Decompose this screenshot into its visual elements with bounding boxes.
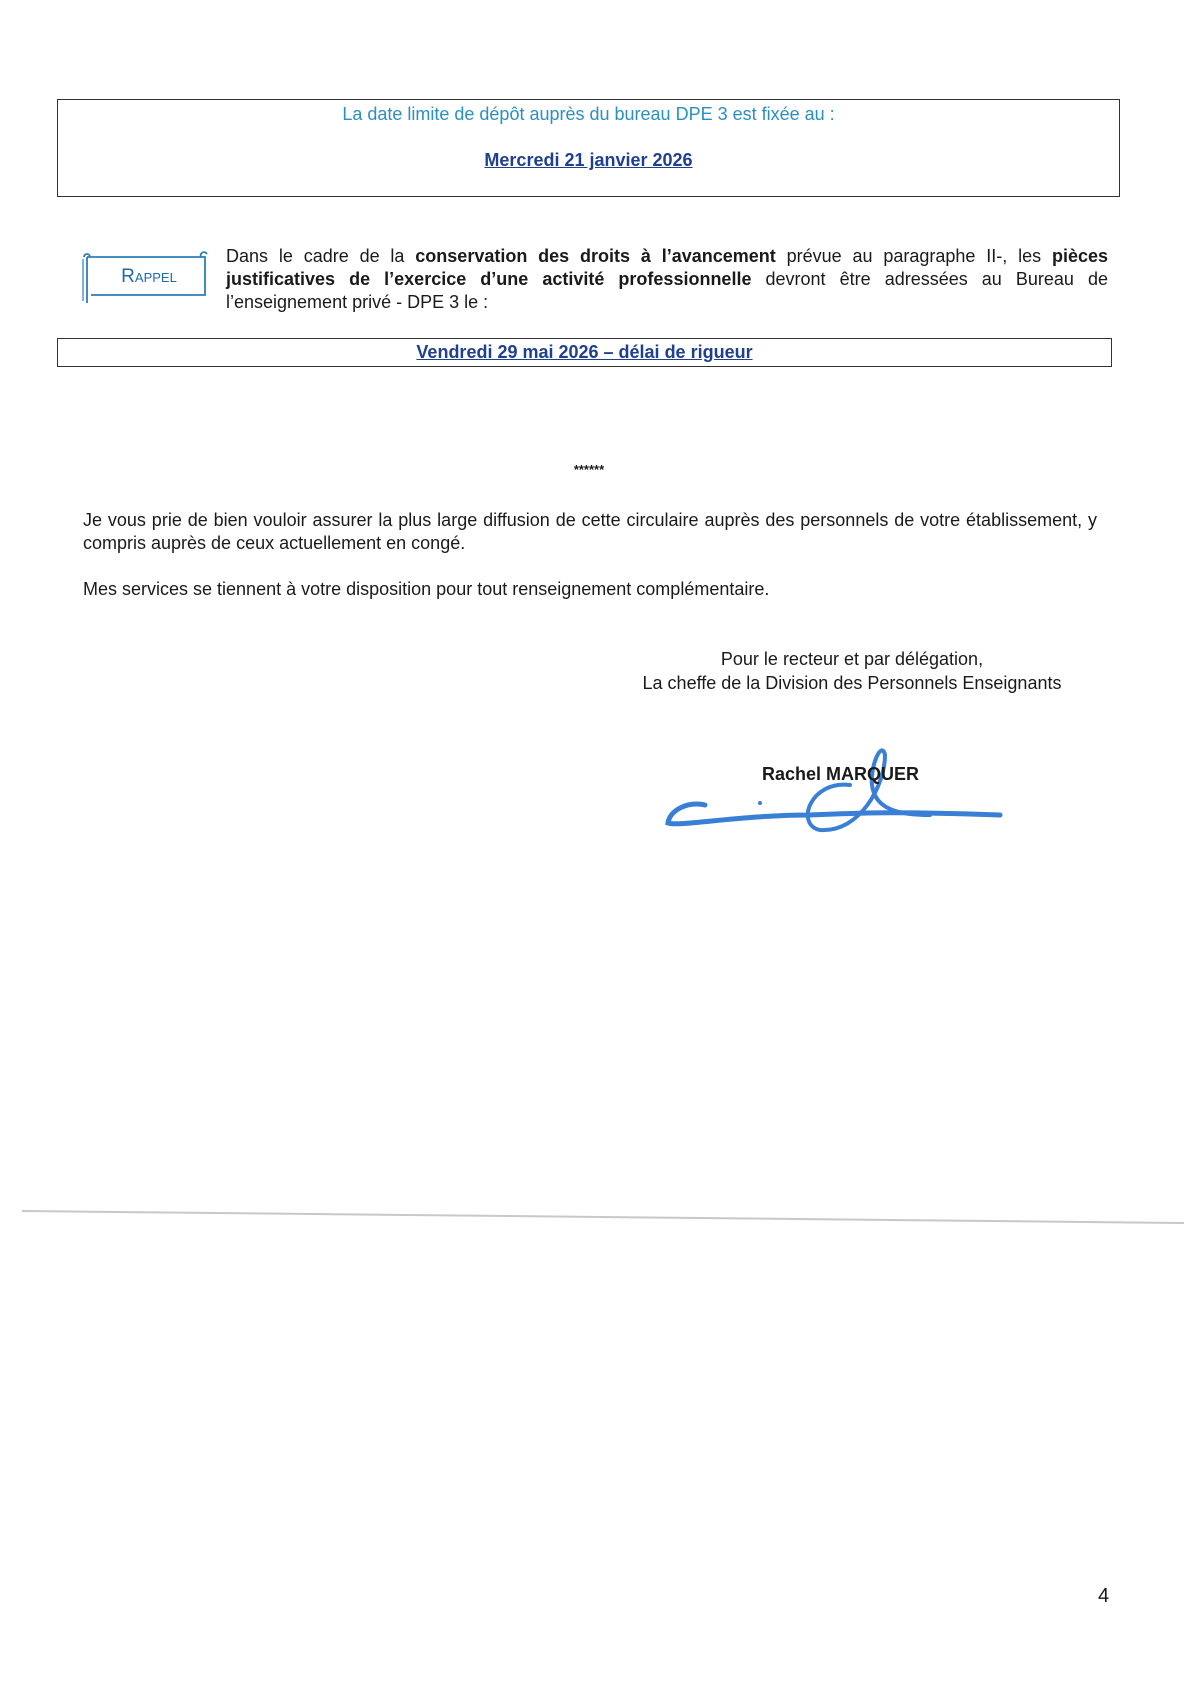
- signatory-name: Rachel MARQUER: [762, 764, 920, 784]
- divider-line: [22, 1205, 1187, 1229]
- deadline-box: [57, 99, 1120, 197]
- text: prévue au paragraphe II-, les: [775, 246, 1052, 266]
- signature-line-1: Pour le recteur et par délégation,: [720, 649, 984, 669]
- text: devront être adressées au Bureau de l’enseignement privé - DPE 3 le :: [226, 269, 1108, 312]
- bold-text: pièces justificatives de l’exercice d’une activité professionnelle: [226, 246, 1109, 289]
- signature-block: [600, 647, 1104, 695]
- bold-text: conservation des droits à l’avancement: [415, 246, 776, 266]
- signature-line-2: La cheffe de la Division des Personnels Enseignants: [642, 673, 1062, 693]
- deadline-date: Mercredi 21 janvier 2026: [484, 150, 693, 170]
- rappel-deadline-box: [57, 338, 1112, 367]
- handwritten-signature: [660, 745, 1020, 840]
- text: Dans le cadre de la: [226, 246, 416, 266]
- page-number: 4: [1098, 1585, 1110, 1607]
- body-paragraph-2: Mes services se tiennent à votre disposition pour tout renseignement complémentaire.: [83, 579, 770, 599]
- rappel-deadline: Vendredi 29 mai 2026 – délai de rigueur: [416, 342, 753, 362]
- rappel-label: Rappel: [121, 266, 177, 287]
- body-paragraph-1: Je vous prie de bien vouloir assurer la plus large diffusion de cette circulaire auprès des personnels de votre établissement, y compris auprès de ceux actuellement en congé.: [83, 510, 1097, 553]
- rappel-paragraph: [226, 245, 1108, 314]
- deadline-intro: La date limite de dépôt auprès du bureau DPE 3 est fixée au :: [342, 104, 835, 124]
- rappel-scroll-icon: [81, 249, 209, 305]
- separator: ******: [573, 462, 605, 477]
